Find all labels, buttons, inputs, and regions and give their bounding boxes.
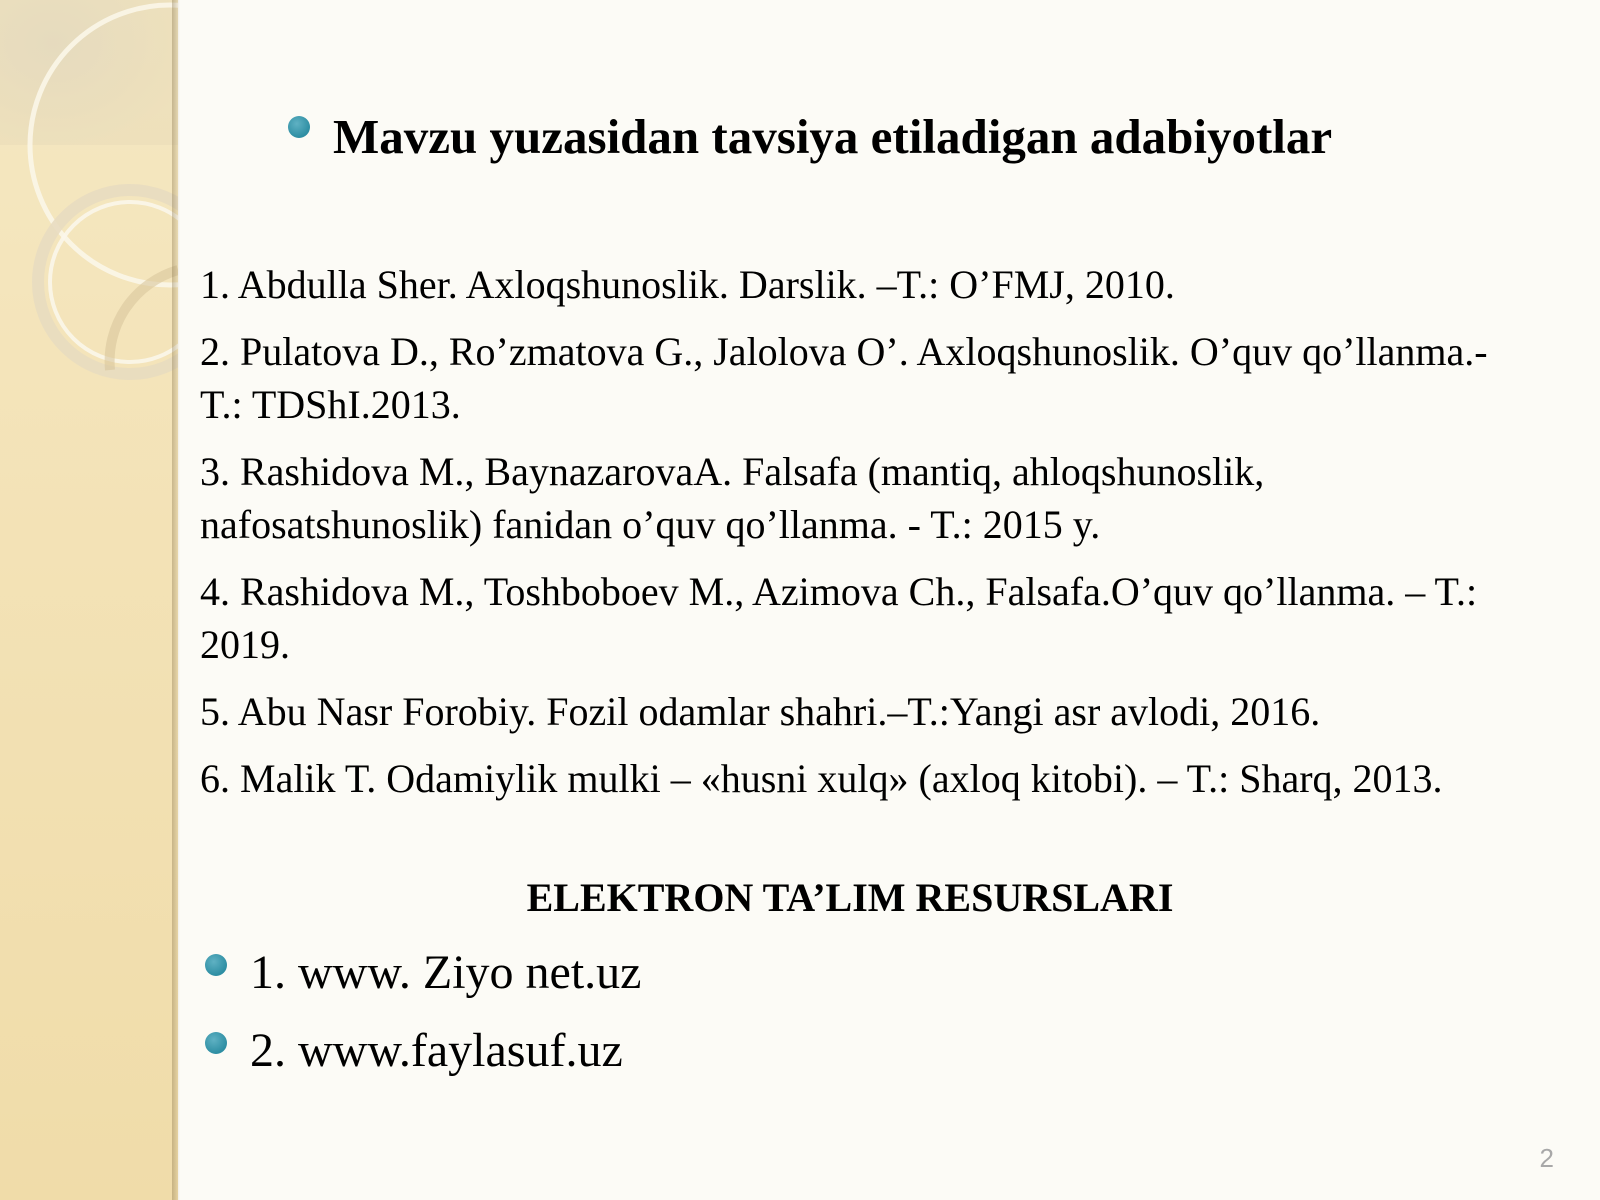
decorative-circles-graphic bbox=[0, 0, 178, 1200]
title-row bbox=[285, 104, 1535, 174]
decorative-sidebar bbox=[0, 0, 178, 1200]
resources-list bbox=[200, 942, 1400, 1098]
resource-item bbox=[200, 942, 1400, 1020]
section-heading: ELEKTRON TA’LIM RESURSLARI bbox=[526, 875, 1174, 920]
sidebar-edge-shadow bbox=[172, 0, 180, 1200]
reference-item: 4. Rashidova M., Toshboboev M., Azimova Ch., Falsafa.O’quv qo’llanma. – T.: 2019. bbox=[200, 569, 1478, 667]
page-number: 2 bbox=[1539, 1143, 1554, 1173]
references-list bbox=[200, 258, 1500, 819]
bullet-dot-icon bbox=[205, 954, 227, 976]
reference-item: 1. Abdulla Sher. Axloqshunoslik. Darslik. –T.: O’FMJ, 2010. bbox=[200, 262, 1175, 307]
resource-item bbox=[200, 1020, 1400, 1098]
reference-item: 6. Malik T. Odamiylik mulki – «husni xulq» (axloq kitobi). – T.: Sharq, 2013. bbox=[200, 756, 1443, 801]
slide-title: Mavzu yuzasidan tavsiya etiladigan adabiyotlar bbox=[333, 109, 1333, 164]
bullet-dot-icon bbox=[288, 116, 310, 138]
resource-link-text: 1. www. Ziyo net.uz bbox=[250, 946, 642, 999]
reference-item: 2. Pulatova D., Ro’zmatova G., Jalolova O’. Axloqshunoslik. O’quv qo’llanma.- T.: TDShI.2013. bbox=[200, 329, 1488, 427]
reference-item: 5. Abu Nasr Forobiy. Fozil odamlar shahri.–T.:Yangi asr avlodi, 2016. bbox=[200, 689, 1321, 734]
reference-item: 3. Rashidova M., BaynazarovaA. Falsafa (mantiq, ahloqshunoslik, nafosatshunoslik) fanidan o’quv qo’llanma. - T.: 2015 y. bbox=[200, 449, 1265, 547]
resource-link-text: 2. www.faylasuf.uz bbox=[250, 1024, 623, 1077]
bullet-dot-icon bbox=[205, 1032, 227, 1054]
